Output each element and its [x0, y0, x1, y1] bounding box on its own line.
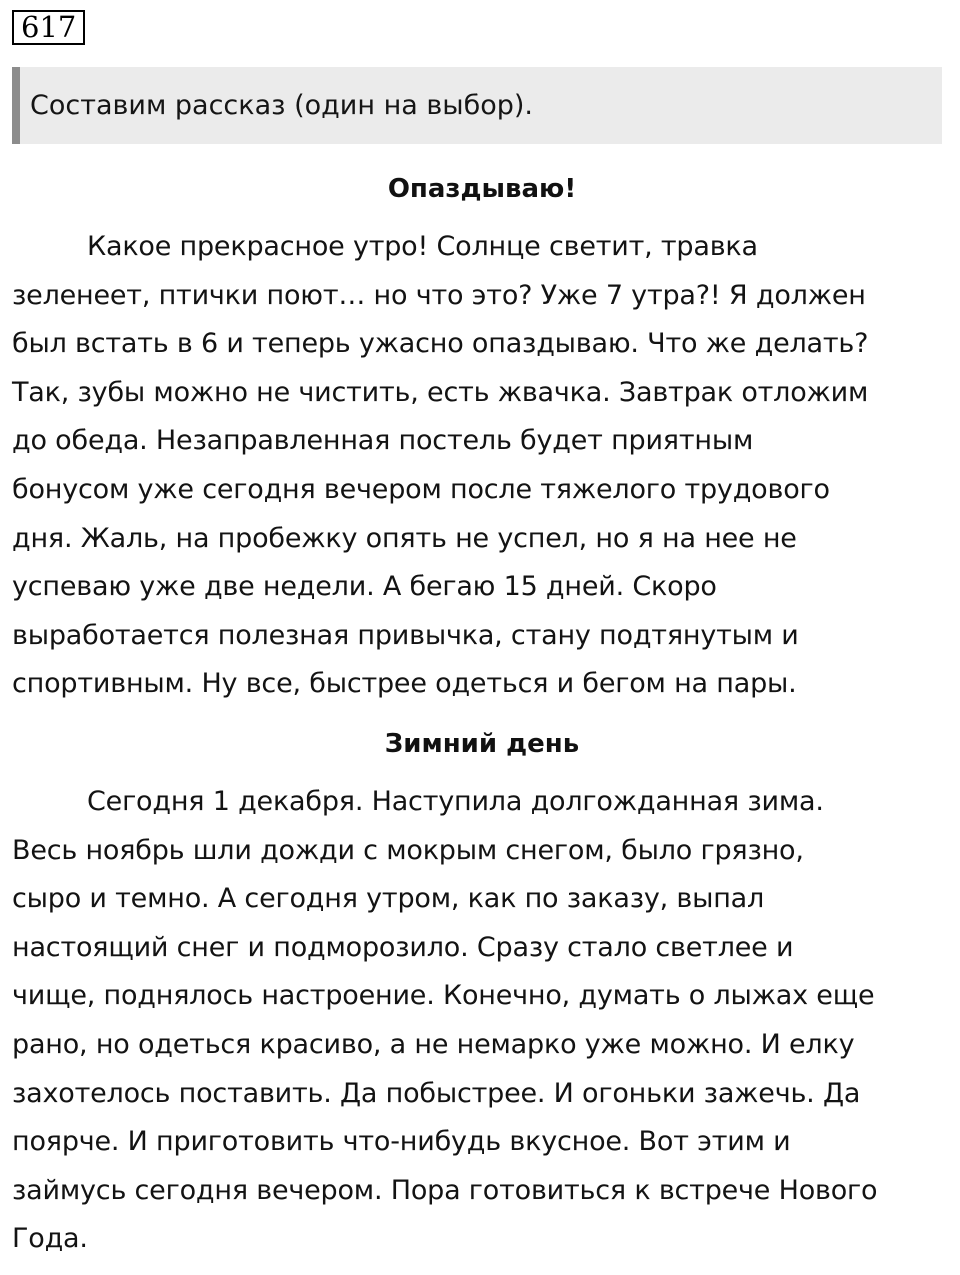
story-line: выработается полезная привычка, стану подтянутым и [12, 619, 799, 651]
story-title: Зимний день [384, 729, 580, 759]
story-line: был встать в 6 и теперь ужасно опаздываю. Что же делать? [12, 328, 869, 360]
story-line: чище, поднялось настроение. Конечно, думать о лыжах еще [12, 980, 875, 1012]
story-body [12, 778, 952, 1264]
story-line: займусь сегодня вечером. Пора готовиться к встрече Нового [12, 1174, 878, 1206]
story-line: захотелось поставить. Да побыстрее. И огоньки зажечь. Да [12, 1077, 861, 1109]
task-instruction-banner [12, 67, 942, 144]
task-instruction: Составим рассказ (один на выбор). [30, 90, 534, 121]
story-line: спортивным. Ну все, быстрее одеться и бегом на пары. [12, 668, 797, 700]
story-line: до обеда. Незаправленная постель будет приятным [12, 425, 754, 457]
story-line: поярче. И приготовить что-нибудь вкусное. Вот этим и [12, 1126, 791, 1158]
story-line: сыро и темно. А сегодня утром, как по заказу, выпал [12, 883, 765, 915]
story-line: бонусом уже сегодня вечером после тяжелого трудового [12, 473, 830, 505]
task-number: 617 [21, 10, 77, 44]
story-line: Так, зубы можно не чистить, есть жвачка. Завтрак отложим [12, 376, 869, 408]
story-winter-day [12, 720, 952, 1264]
story-body [12, 223, 952, 709]
story-line: Весь ноябрь шли дожди с мокрым снегом, было грязно, [12, 834, 804, 866]
story-line: успеваю уже две недели. А бегаю 15 дней. Скоро [12, 571, 717, 603]
story-line: зеленеет, птички поют… но что это? Уже 7 утра?! Я должен [12, 279, 866, 311]
story-line: рано, но одеться красиво, а не немарко уже можно. И елку [12, 1028, 855, 1060]
story-line: настоящий снег и подморозило. Сразу стало светлее и [12, 931, 794, 963]
story-title: Опаздываю! [387, 174, 577, 204]
task-number-box [12, 10, 85, 45]
story-line: дня. Жаль, на пробежку опять не успел, но я на нее не [12, 522, 797, 554]
story-line: Сегодня 1 декабря. Наступила долгожданная зима. [87, 786, 824, 817]
story-line: Года. [12, 1223, 88, 1255]
story-line: Какое прекрасное утро! Солнце светит, травка [87, 231, 758, 262]
story-oversleeping [12, 165, 952, 709]
